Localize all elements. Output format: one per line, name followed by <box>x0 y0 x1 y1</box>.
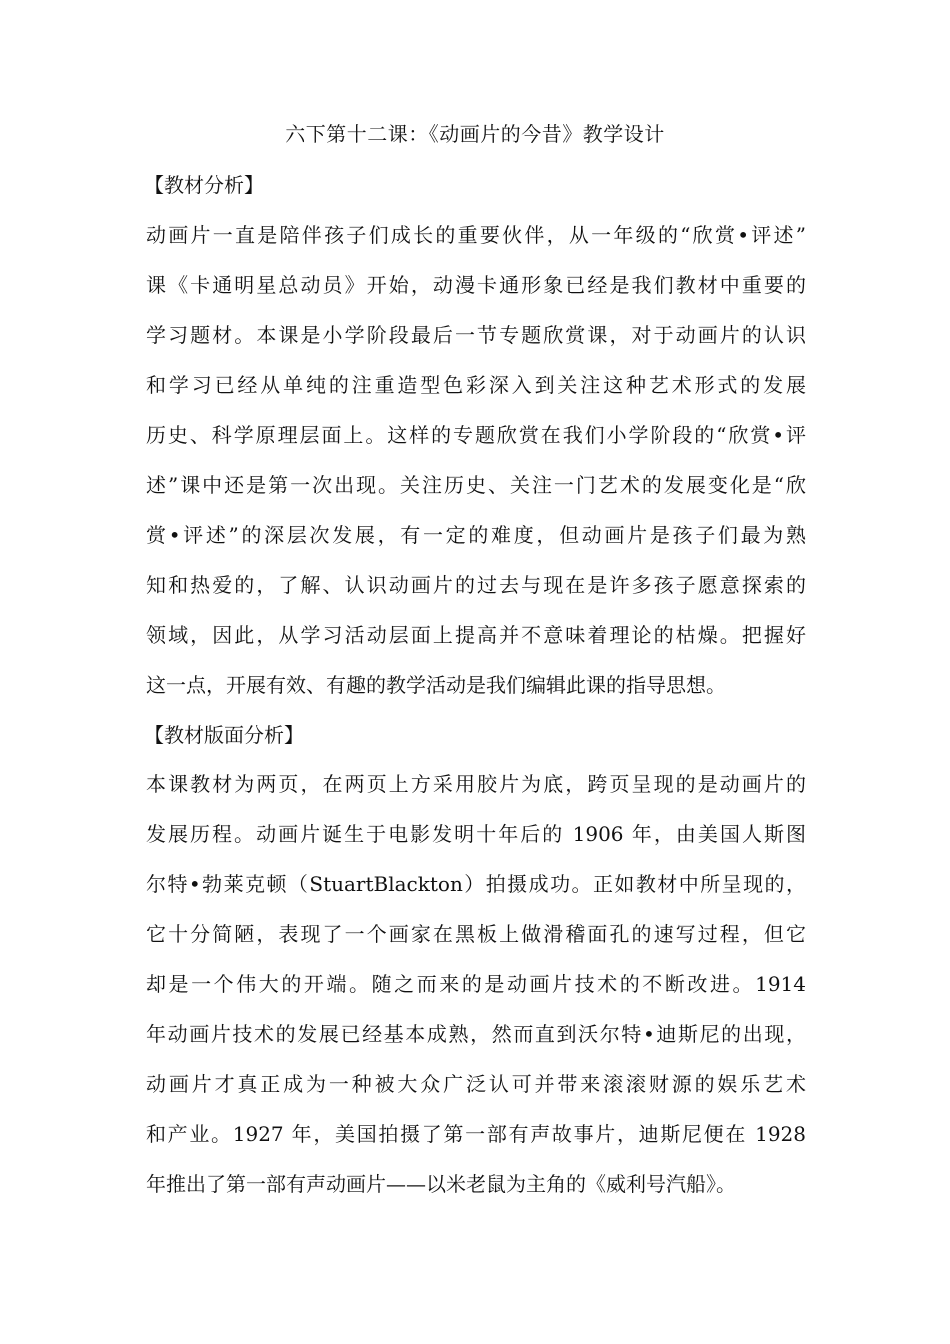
paragraph-line: 尔特•勃莱克顿（StuartBlackton）拍摄成功。正如教材中所呈现的， <box>146 872 806 896</box>
paragraph-line: 学习题材。本课是小学阶段最后一节专题欣赏课，对于动画片的认识 <box>146 323 806 347</box>
section-heading-textbook-analysis: 【教材分析】 <box>144 173 264 197</box>
section-heading-layout-analysis: 【教材版面分析】 <box>144 723 304 747</box>
paragraph-line: 发展历程。动画片诞生于电影发明十年后的 1906 年，由美国人斯图 <box>146 822 806 846</box>
paragraph-line: 课《卡通明星总动员》开始，动漫卡通形象已经是我们教材中重要的 <box>146 273 806 297</box>
paragraph-line: 赏•评述”的深层次发展，有一定的难度，但动画片是孩子们最为熟 <box>146 523 806 547</box>
paragraph-line: 动画片一直是陪伴孩子们成长的重要伙伴，从一年级的“欣赏•评述” <box>146 223 806 247</box>
paragraph-line: 这一点，开展有效、有趣的教学活动是我们编辑此课的指导思想。 <box>146 673 726 697</box>
paragraph-line: 领域，因此，从学习活动层面上提高并不意味着理论的枯燥。把握好 <box>146 623 806 647</box>
paragraph-line: 历史、科学原理层面上。这样的专题欣赏在我们小学阶段的“欣赏•评 <box>146 423 806 447</box>
paragraph-line: 动画片才真正成为一种被大众广泛认可并带来滚滚财源的娱乐艺术 <box>146 1072 806 1096</box>
paragraph-line: 知和热爱的，了解、认识动画片的过去与现在是许多孩子愿意探索的 <box>146 573 806 597</box>
paragraph-line: 和学习已经从单纯的注重造型色彩深入到关注这种艺术形式的发展 <box>146 373 806 397</box>
paragraph-line: 却是一个伟大的开端。随之而来的是动画片技术的不断改进。1914 <box>146 972 806 996</box>
paragraph-line: 它十分简陋，表现了一个画家在黑板上做滑稽面孔的速写过程，但它 <box>146 922 806 946</box>
paragraph-line: 本课教材为两页，在两页上方采用胶片为底，跨页呈现的是动画片的 <box>146 772 806 796</box>
paragraph-line: 年动画片技术的发展已经基本成熟，然而直到沃尔特•迪斯尼的出现， <box>146 1022 806 1046</box>
paragraph-line: 年推出了第一部有声动画片——以米老鼠为主角的《威利号汽船》。 <box>146 1172 736 1196</box>
document-title: 六下第十二课：《动画片的今昔》教学设计 <box>285 122 665 146</box>
paragraph-line: 和产业。1927 年，美国拍摄了第一部有声故事片，迪斯尼便在 1928 <box>146 1122 806 1146</box>
paragraph-line: 述”课中还是第一次出现。关注历史、关注一门艺术的发展变化是“欣 <box>146 473 806 497</box>
